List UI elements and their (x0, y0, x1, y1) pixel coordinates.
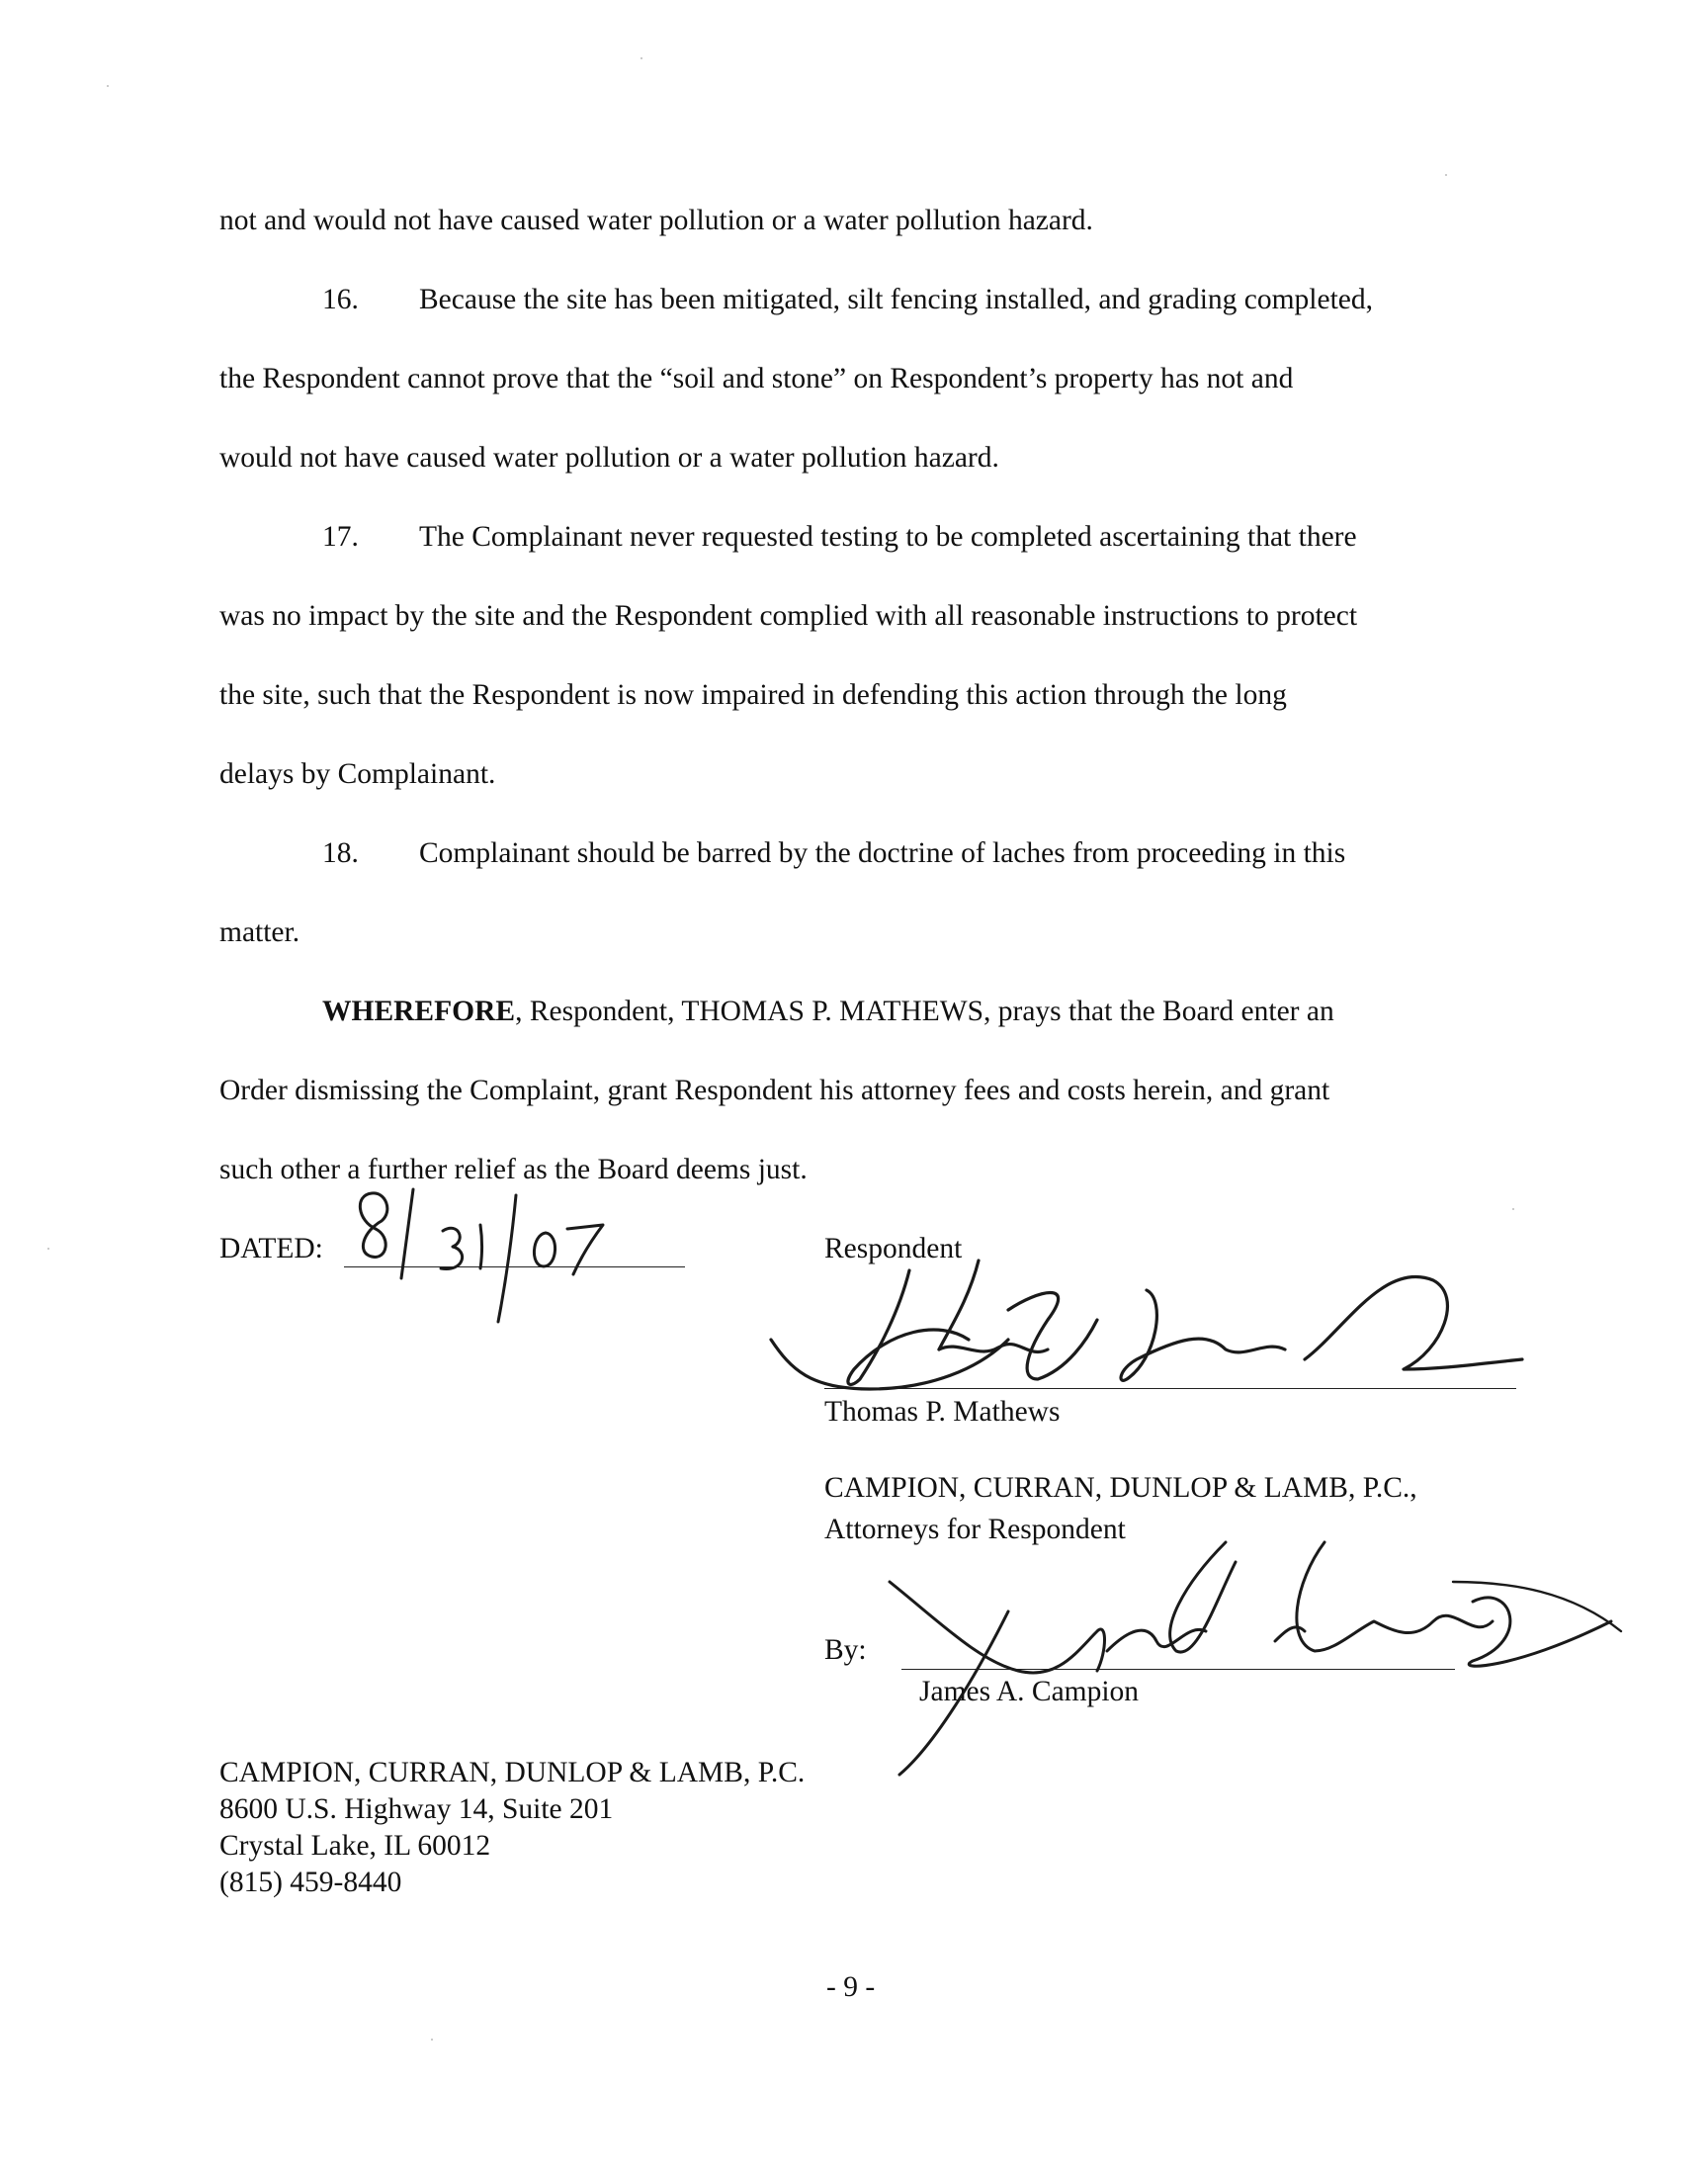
p17-line-4: delays by Complainant. (219, 758, 496, 790)
p17-line-3: the site, such that the Respondent is now impaired in defending this action through the long (219, 679, 1287, 711)
dated-label: DATED: (219, 1233, 323, 1264)
respondent-name: Thomas P. Mathews (824, 1396, 1061, 1428)
p17-line-1: The Complainant never requested testing to be completed ascertaining that there (419, 521, 1357, 553)
firm-name: CAMPION, CURRAN, DUNLOP & LAMB, P.C., (824, 1472, 1417, 1504)
address-phone: (815) 459-8440 (219, 1867, 402, 1898)
paragraph-number-18: 18. (322, 837, 359, 869)
wherefore-line-1 (322, 995, 1334, 1028)
address-firm: CAMPION, CURRAN, DUNLOP & LAMB, P.C. (219, 1757, 806, 1788)
paragraph-number-17: 17. (322, 521, 359, 553)
scan-speck (640, 57, 642, 59)
address-street: 8600 U.S. Highway 14, Suite 201 (219, 1793, 614, 1825)
respondent-label: Respondent (824, 1233, 963, 1264)
scan-speck (1512, 1208, 1514, 1210)
page-number: - 9 - (826, 1971, 876, 2003)
body-line: not and would not have caused water pollution or a water pollution hazard. (219, 205, 1093, 236)
p16-line-2: the Respondent cannot prove that the “soil and stone” on Respondent’s property has not and (219, 363, 1294, 394)
firm-role: Attorneys for Respondent (824, 1514, 1126, 1545)
p16-line-1: Because the site has been mitigated, silt fencing installed, and grading completed, (419, 284, 1374, 315)
wherefore-line-2: Order dismissing the Complaint, grant Respondent his attorney fees and costs herein, and grant (219, 1075, 1330, 1106)
address-city: Crystal Lake, IL 60012 (219, 1830, 491, 1862)
handwritten-date (336, 1181, 623, 1330)
p16-line-3: would not have caused water pollution or a water pollution hazard. (219, 442, 999, 474)
by-label: By: (824, 1634, 867, 1666)
attorney-signature (860, 1522, 1631, 1780)
wherefore-bold: WHEREFORE (322, 996, 516, 1027)
attorney-name: James A. Campion (919, 1676, 1140, 1707)
scan-speck (47, 1248, 49, 1250)
p17-line-2: was no impact by the site and the Respondent complied with all reasonable instructions to protect (219, 600, 1358, 632)
p18-line-2: matter. (219, 916, 300, 948)
scan-speck (1445, 174, 1447, 176)
wherefore-rest: , Respondent, THOMAS P. MATHEWS, prays that the Board enter an (515, 996, 1334, 1027)
scan-speck (107, 85, 109, 87)
wherefore-line-3: such other a further relief as the Board deems just. (219, 1154, 808, 1185)
paragraph-number-16: 16. (322, 284, 359, 315)
scan-speck (431, 2039, 433, 2041)
respondent-signature (751, 1241, 1542, 1419)
p18-line-1: Complainant should be barred by the doctrine of laches from proceeding in this (419, 837, 1346, 869)
